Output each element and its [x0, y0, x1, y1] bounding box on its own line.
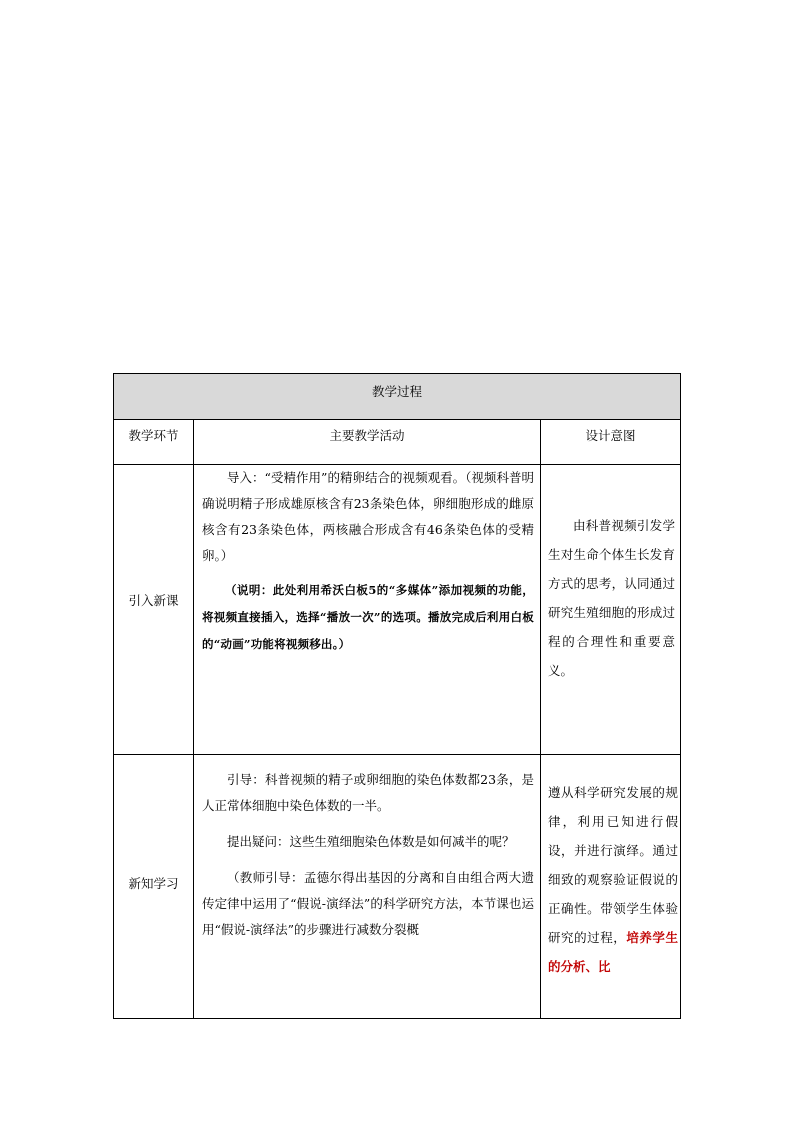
row-1-activities [194, 465, 540, 754]
activity-text: 导入：“受精作用”的精卵结合的视频观看。（视频科普明确说明精子形成雄原核含有23条染色体，卵细胞形成的雌原核含有23条染色体，两核融合形成含有46条染色体的受精卵。） [202, 470, 534, 563]
column-header-activities: 主要教学活动 [329, 428, 405, 443]
column-header-intent: 设计意图 [585, 428, 636, 443]
teaching-process-table [113, 373, 681, 1019]
row-2-activities [194, 755, 540, 1018]
column-header-stage: 教学环节 [128, 428, 179, 443]
table-title [114, 374, 680, 419]
activity-text: （教师引导：孟德尔得出基因的分离和自由组合两大遗传定律中运用了“假说-演绎法”的科学研究方法，本节课也运用“假说-演绎法”的步骤进行减数分裂概 [202, 870, 534, 937]
intent-highlight: 培养学生的分析、比 [548, 930, 678, 974]
table-title-text: 教学过程 [371, 384, 422, 399]
row-1-intent [541, 465, 680, 754]
activity-text: 引导：科普视频的精子或卵细胞的染色体数都23条，是人正常体细胞中染色体数的一半。 [202, 772, 534, 813]
activity-note: （说明：此处利用希沃白板5的“多媒体”添加视频的功能，将视频直接插入，选择“播放一次”的选项。播放完成后利用白板的“动画”功能将视频移出。） [202, 583, 534, 651]
activity-text: 提出疑问：这些生殖细胞染色体数是如何减半的呢？ [227, 834, 515, 849]
row-2-intent [541, 755, 680, 1018]
intent-text: 遵从科学研究发展的规律，利用已知进行假设，并进行演绎。通过细致的观察验证假说的正确性。带领学生体验研究的过程，培养学生的分析、比 [548, 785, 678, 974]
row-2-stage: 新知学习 [128, 875, 179, 891]
row-1-stage: 引入新课 [128, 592, 179, 608]
intent-text: 由科普视频引发学生对生命个体生长发育方式的思考，认同通过研究生殖细胞的形成过程的合理性和重要意义。 [548, 518, 675, 678]
